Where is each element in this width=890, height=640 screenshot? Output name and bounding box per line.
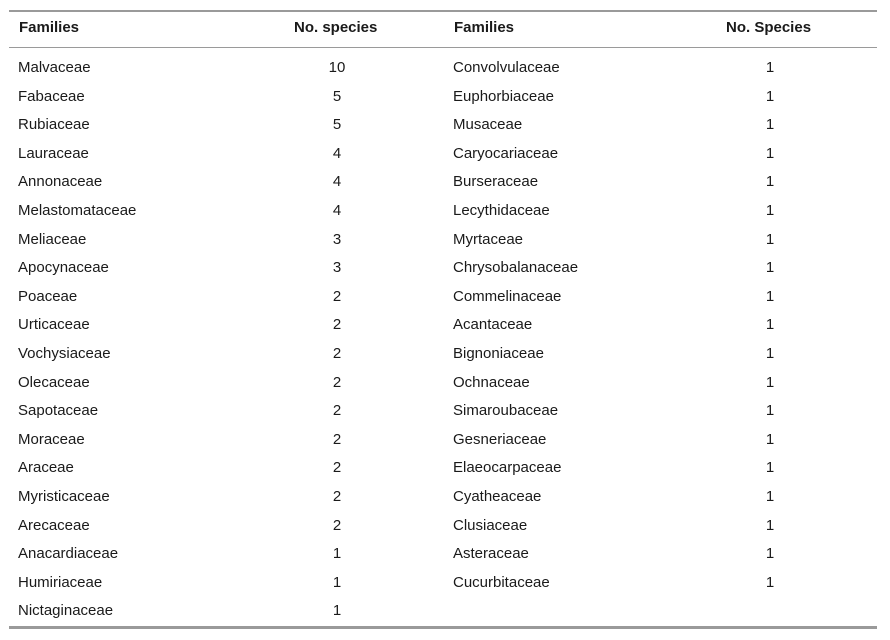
header-families-right: Families bbox=[454, 19, 515, 36]
family-name-cell: Olecaceae bbox=[18, 373, 90, 391]
species-count-cell: 2 bbox=[332, 516, 342, 534]
species-count-cell: 1 bbox=[765, 59, 775, 76]
family-name-cell: Simaroubaceae bbox=[453, 402, 559, 420]
species-count-cell: 1 bbox=[765, 144, 775, 162]
family-name-cell: Melastomataceae bbox=[18, 201, 137, 219]
family-name-cell: Myrtaceae bbox=[453, 230, 524, 248]
table-bottom-rule bbox=[9, 626, 877, 629]
species-count-cell: 5 bbox=[332, 87, 342, 105]
family-name-cell: Chrysobalanaceae bbox=[453, 259, 579, 277]
species-count-cell: 10 bbox=[328, 59, 346, 76]
species-count-cell: 1 bbox=[332, 545, 342, 563]
species-count-cell: 1 bbox=[765, 173, 775, 191]
family-name-cell: Clusiaceae bbox=[453, 516, 528, 534]
header-rule bbox=[9, 47, 877, 48]
species-count-cell: 2 bbox=[332, 487, 342, 505]
family-name-cell: Cyatheaceae bbox=[453, 487, 542, 505]
family-name-cell: Lecythidaceae bbox=[453, 201, 550, 219]
family-name-cell: Fabaceae bbox=[18, 87, 85, 105]
species-count-cell: 4 bbox=[332, 144, 342, 162]
species-count-cell: 1 bbox=[765, 430, 775, 448]
family-name-cell: Annonaceae bbox=[18, 173, 103, 191]
species-count-cell: 2 bbox=[332, 430, 342, 448]
family-name-cell: Urticaceae bbox=[18, 316, 90, 334]
family-name-cell: Lauraceae bbox=[18, 144, 89, 162]
species-count-cell: 1 bbox=[765, 287, 775, 305]
species-count-cell: 1 bbox=[765, 87, 775, 105]
species-count-cell: 1 bbox=[765, 201, 775, 219]
species-count-cell: 1 bbox=[332, 602, 342, 620]
species-count-cell: 3 bbox=[332, 230, 342, 248]
right-count-column bbox=[740, 59, 800, 602]
family-name-cell: Caryocariaceae bbox=[453, 144, 559, 162]
species-count-cell: 3 bbox=[332, 259, 342, 277]
family-name-cell: Sapotaceae bbox=[18, 402, 99, 420]
family-name-cell: Gesneriaceae bbox=[453, 430, 547, 448]
left-family-column bbox=[18, 59, 268, 631]
family-name-cell: Anacardiaceae bbox=[18, 545, 119, 563]
species-count-cell: 1 bbox=[765, 116, 775, 134]
species-count-cell: 2 bbox=[332, 402, 342, 420]
species-count-cell: 2 bbox=[332, 373, 342, 391]
species-count-cell: 1 bbox=[765, 373, 775, 391]
family-name-cell: Nictaginaceae bbox=[18, 602, 114, 620]
left-count-column bbox=[307, 59, 367, 631]
species-count-cell: 1 bbox=[765, 402, 775, 420]
family-name-cell: Malvaceae bbox=[18, 59, 91, 76]
family-name-cell: Musaceae bbox=[453, 116, 523, 134]
header-families-left: Families bbox=[19, 19, 80, 36]
family-name-cell: Apocynaceae bbox=[18, 259, 109, 277]
family-name-cell: Moraceae bbox=[18, 430, 85, 448]
family-name-cell: Humiriaceae bbox=[18, 573, 103, 591]
family-name-cell: Bignoniaceae bbox=[453, 344, 544, 362]
species-count-cell: 1 bbox=[332, 573, 342, 591]
species-count-cell: 1 bbox=[765, 573, 775, 591]
family-name-cell: Euphorbiaceae bbox=[453, 87, 554, 105]
species-count-cell: 2 bbox=[332, 459, 342, 477]
family-name-cell: Araceae bbox=[18, 459, 74, 477]
family-name-cell: Rubiaceae bbox=[18, 116, 90, 134]
family-name-cell: Ochnaceae bbox=[453, 373, 530, 391]
species-count-cell: 1 bbox=[765, 344, 775, 362]
species-count-cell: 1 bbox=[765, 516, 775, 534]
family-name-cell: Elaeocarpaceae bbox=[453, 459, 562, 477]
family-name-cell: Meliaceae bbox=[18, 230, 87, 248]
species-count-cell: 4 bbox=[332, 201, 342, 219]
species-count-cell: 1 bbox=[765, 487, 775, 505]
species-table bbox=[9, 10, 877, 630]
family-name-cell: Convolvulaceae bbox=[453, 59, 560, 76]
species-count-cell: 2 bbox=[332, 344, 342, 362]
species-count-cell: 1 bbox=[765, 459, 775, 477]
family-name-cell: Poaceae bbox=[18, 287, 78, 305]
family-name-cell: Myristicaceae bbox=[18, 487, 110, 505]
family-name-cell: Vochysiaceae bbox=[18, 344, 111, 362]
family-name-cell: Burseraceae bbox=[453, 173, 539, 191]
family-name-cell: Arecaceae bbox=[18, 516, 90, 534]
right-family-column bbox=[453, 59, 703, 602]
species-count-cell: 1 bbox=[765, 316, 775, 334]
species-count-cell: 2 bbox=[332, 316, 342, 334]
header-species-count-left: No. species bbox=[294, 19, 378, 36]
species-count-cell: 5 bbox=[332, 116, 342, 134]
family-name-cell: Commelinaceae bbox=[453, 287, 562, 305]
table-top-rule bbox=[9, 10, 877, 12]
species-count-cell: 1 bbox=[765, 259, 775, 277]
family-name-cell: Cucurbitaceae bbox=[453, 573, 550, 591]
family-name-cell: Acantaceae bbox=[453, 316, 533, 334]
species-count-cell: 1 bbox=[765, 545, 775, 563]
family-name-cell: Asteraceae bbox=[453, 545, 529, 563]
header-species-count-right: No. Species bbox=[726, 19, 812, 36]
species-count-cell: 2 bbox=[332, 287, 342, 305]
species-count-cell: 4 bbox=[332, 173, 342, 191]
species-count-cell: 1 bbox=[765, 230, 775, 248]
